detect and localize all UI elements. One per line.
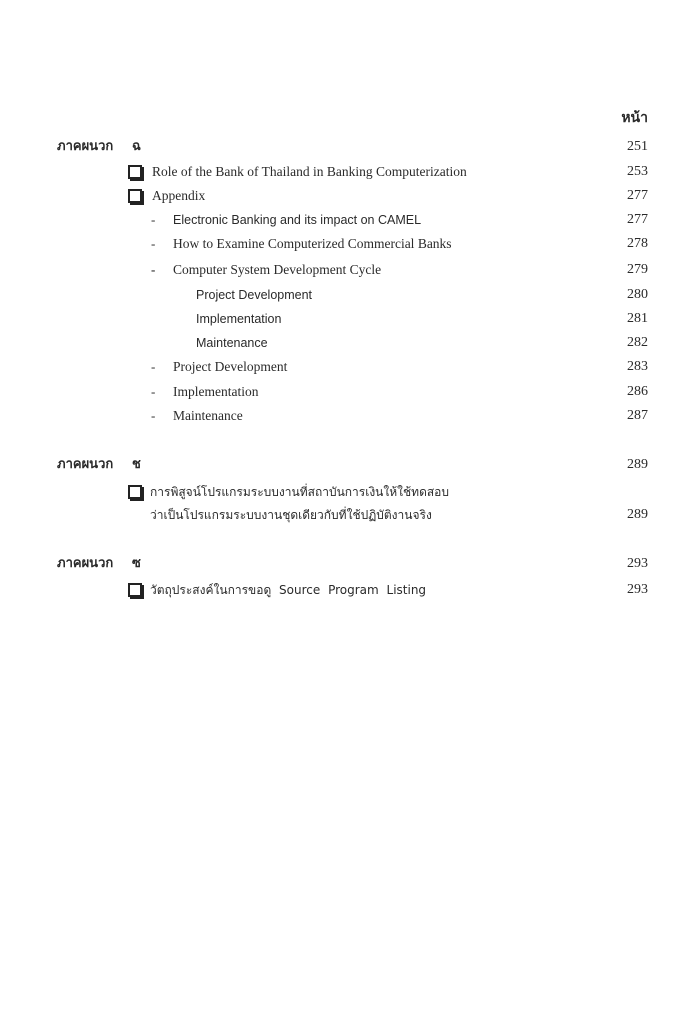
entry-text: Maintenance	[173, 408, 243, 423]
page-number: 287	[627, 408, 648, 423]
dash-bullet: -	[151, 236, 156, 251]
page-number: 277	[627, 212, 648, 227]
page-number: 282	[627, 335, 648, 350]
toc-subentry[interactable]	[0, 307, 688, 331]
entry-text: How to Examine Computerized Commercial Banks	[173, 236, 452, 251]
page-number: 293	[627, 556, 648, 571]
toc-subentry[interactable]	[0, 283, 688, 307]
page-number: 293	[627, 582, 648, 597]
section-heading	[0, 453, 688, 477]
section-heading	[0, 552, 688, 576]
page-number: 289	[627, 457, 648, 472]
checkbox-bullet-icon	[128, 165, 142, 179]
dash-bullet: -	[151, 262, 156, 277]
toc-entry[interactable]	[0, 232, 688, 256]
page-number: 283	[627, 359, 648, 374]
toc-entry[interactable]	[0, 480, 688, 504]
page-number: 279	[627, 262, 648, 277]
entry-text: ว่าเป็นโปรแกรมระบบงานชุดเดียวกับที่ใช้ปฏิบัติงานจริง	[150, 508, 432, 522]
page-number: 253	[627, 164, 648, 179]
entry-text: Electronic Banking and its impact on CAMEL	[173, 213, 422, 227]
toc-entry[interactable]	[0, 578, 688, 602]
dash-bullet: -	[151, 408, 156, 423]
page-number: 280	[627, 287, 648, 302]
page-number: 278	[627, 236, 648, 251]
toc-entry[interactable]	[0, 258, 688, 282]
page-number: 277	[627, 188, 648, 203]
entry-text: Maintenance	[196, 336, 268, 350]
section-title: ภาคผนวก	[57, 139, 114, 154]
entry-text: Project Development	[196, 288, 313, 302]
toc-entry[interactable]	[0, 184, 688, 208]
checkbox-bullet-icon	[128, 189, 142, 203]
entry-text: Role of the Bank of Thailand in Banking Computerization	[152, 164, 467, 179]
section-title: ภาคผนวก	[57, 556, 114, 571]
toc-entry[interactable]	[0, 160, 688, 184]
toc-entry[interactable]	[0, 380, 688, 404]
page-number: 286	[627, 384, 648, 399]
entry-text: วัตถุประสงค์ในการขอดู Source Program Listing	[150, 583, 427, 597]
section-letter: ช	[132, 457, 141, 472]
checkbox-bullet-icon	[128, 485, 142, 499]
dash-bullet: -	[151, 384, 156, 399]
section-heading	[0, 135, 688, 159]
entry-text: การพิสูจน์โปรแกรมระบบงานที่สถาบันการเงินให้ใช้ทดสอบ	[150, 485, 450, 499]
toc-subentry[interactable]	[0, 331, 688, 355]
checkbox-bullet-icon	[128, 583, 142, 597]
dash-bullet: -	[151, 212, 156, 227]
dash-bullet: -	[151, 359, 156, 374]
entry-text: Computer System Development Cycle	[173, 262, 382, 277]
toc-entry[interactable]	[0, 208, 688, 232]
section-letter: ซ	[132, 556, 141, 571]
section-title: ภาคผนวก	[57, 457, 114, 472]
section-letter: ฉ	[132, 139, 141, 154]
entry-text: Implementation	[196, 312, 282, 326]
toc-entry[interactable]	[0, 404, 688, 428]
page-number: 251	[627, 139, 648, 154]
toc-entry-continuation[interactable]	[0, 503, 688, 527]
page-number: 289	[627, 507, 648, 522]
entry-text: Appendix	[152, 188, 206, 203]
entry-text: Implementation	[173, 384, 259, 399]
page-column-header: หน้า	[621, 110, 648, 126]
toc-entry[interactable]	[0, 355, 688, 379]
page-number: 281	[627, 311, 648, 326]
entry-text: Project Development	[173, 359, 288, 374]
